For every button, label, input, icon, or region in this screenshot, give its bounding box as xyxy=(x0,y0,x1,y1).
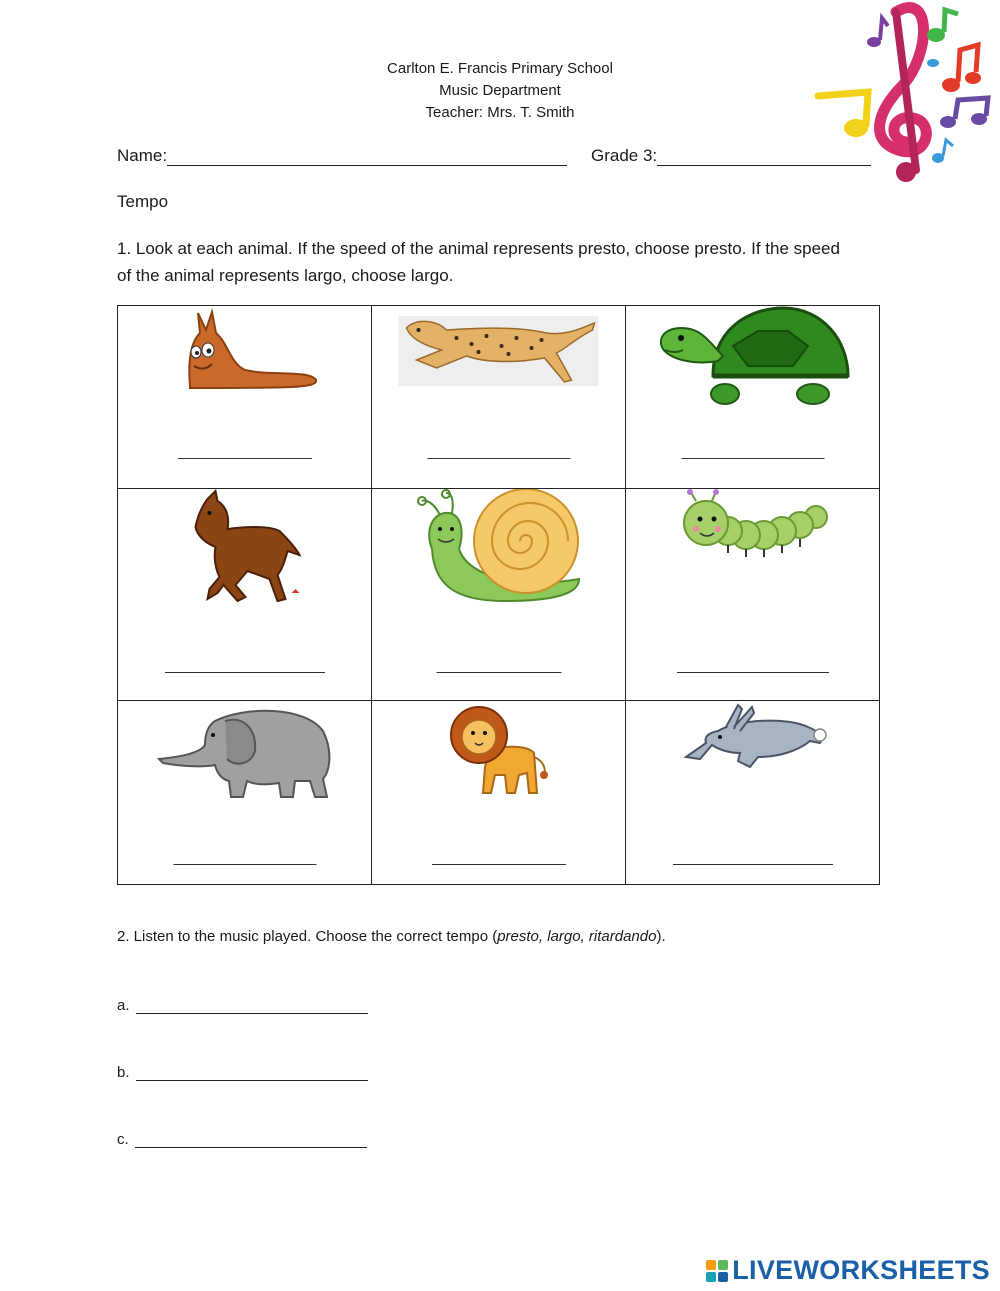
question-2-suffix: ). xyxy=(656,928,666,945)
question-2 xyxy=(117,928,666,945)
cheetah-answer-input[interactable] xyxy=(427,442,570,459)
logo-tile-orange xyxy=(706,1260,716,1270)
section-title: Tempo xyxy=(117,192,169,211)
elephant-answer-input[interactable] xyxy=(173,848,316,865)
lion-answer-input[interactable] xyxy=(432,848,566,865)
elephant-icon xyxy=(155,701,335,801)
answer-input-c[interactable] xyxy=(135,1129,367,1148)
grade-input[interactable] xyxy=(657,147,871,166)
answer-label-a: a. xyxy=(117,997,130,1014)
lion-icon xyxy=(449,701,549,799)
answer-input-a[interactable] xyxy=(136,995,368,1014)
answer-label-c: c. xyxy=(117,1131,129,1148)
question-1 xyxy=(117,235,897,289)
horse-answer-input[interactable] xyxy=(165,656,325,673)
turtle-answer-input[interactable] xyxy=(681,442,824,459)
liveworksheets-text: LIVEWORKSHEETS xyxy=(732,1255,990,1285)
snail-icon xyxy=(414,489,584,605)
question-2-prefix: 2. Listen to the music played. Choose the correct tempo ( xyxy=(117,928,498,945)
snail-answer-input[interactable] xyxy=(436,656,561,673)
answer-row-b xyxy=(117,1062,368,1081)
logo-tile-blue xyxy=(718,1272,728,1282)
answer-row-c xyxy=(117,1129,367,1148)
animal-cell-cheetah xyxy=(372,306,626,489)
question-1-line-1: 1. Look at each animal. If the speed of the animal represents presto, choose presto. If the speed xyxy=(117,239,840,258)
logo-tile-green xyxy=(718,1260,728,1270)
teacher-name: Teacher: Mrs. T. Smith xyxy=(425,104,575,121)
animal-cell-lion xyxy=(372,701,626,885)
turtle-icon xyxy=(653,306,853,408)
liveworksheets-logo xyxy=(706,1255,990,1286)
caterpillar-icon xyxy=(678,489,828,561)
answer-label-b: b. xyxy=(117,1064,130,1081)
department-name: Music Department xyxy=(439,82,561,99)
grade-field xyxy=(591,146,871,166)
animal-cell-snail xyxy=(372,489,626,701)
slug-icon xyxy=(170,308,320,393)
cheetah-icon xyxy=(396,308,601,388)
school-name: Carlton E. Francis Primary School xyxy=(387,60,613,77)
answer-input-b[interactable] xyxy=(136,1062,368,1081)
horse-icon xyxy=(187,489,302,605)
animal-cell-turtle xyxy=(626,306,880,489)
animal-cell-elephant xyxy=(118,701,372,885)
rabbit-answer-input[interactable] xyxy=(673,848,833,865)
grade-label: Grade 3: xyxy=(591,146,658,165)
name-label: Name: xyxy=(117,146,168,165)
animal-grid xyxy=(117,305,880,885)
animal-cell-horse xyxy=(118,489,372,701)
name-input[interactable] xyxy=(167,147,567,166)
question-2-options: presto, largo, ritardando xyxy=(497,928,657,945)
slug-answer-input[interactable] xyxy=(178,442,312,459)
animal-cell-rabbit xyxy=(626,701,880,885)
caterpillar-answer-input[interactable] xyxy=(677,656,829,673)
question-1-line-2: of the animal represents largo, choose largo. xyxy=(117,266,454,285)
answer-row-a xyxy=(117,995,368,1014)
logo-tile-teal xyxy=(706,1272,716,1282)
liveworksheets-logo-icon xyxy=(706,1260,728,1282)
document-header xyxy=(250,58,750,124)
rabbit-icon xyxy=(678,701,828,773)
animal-cell-caterpillar xyxy=(626,489,880,701)
animal-cell-slug xyxy=(118,306,372,489)
name-field xyxy=(117,146,567,166)
